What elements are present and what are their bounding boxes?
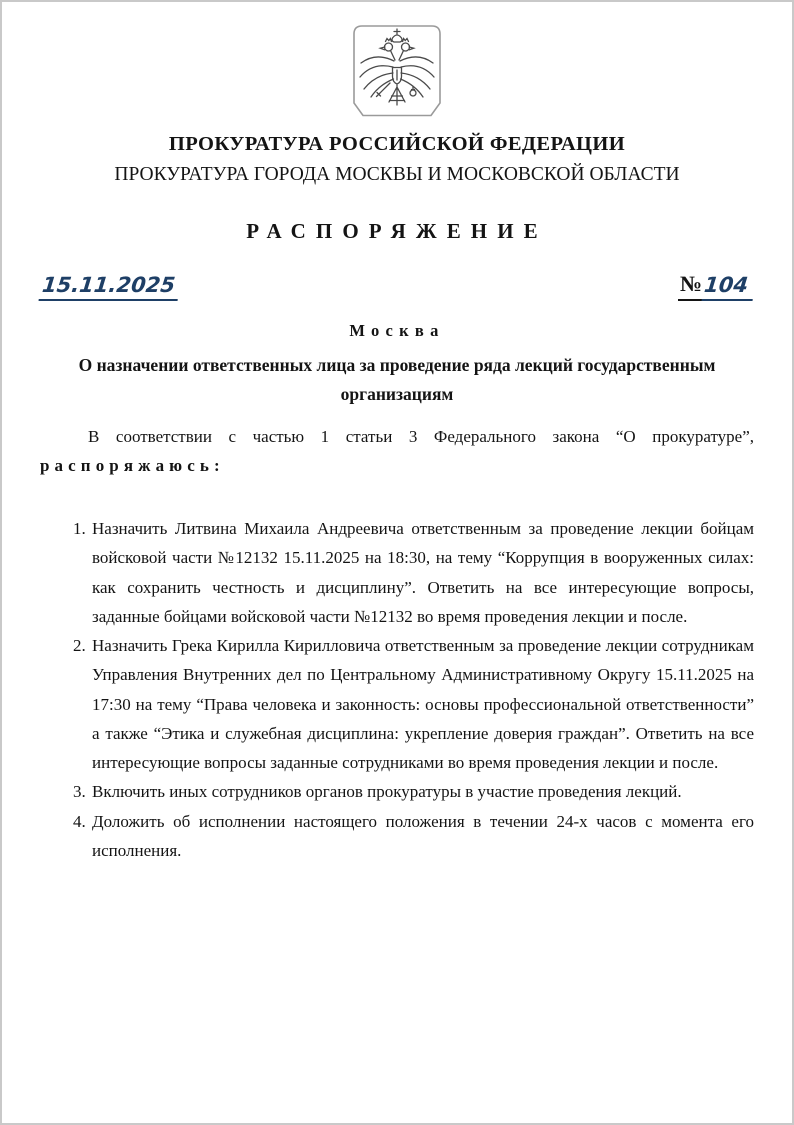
document-number <box>678 271 754 301</box>
date-number-row <box>40 271 754 301</box>
document-type-title: РАСПОРЯЖЕНИЕ <box>246 219 548 243</box>
number-value: 104 <box>702 273 756 301</box>
order-item-1: 1. Назначить Литвина Михаила Андреевича ответственным за проведение лекции бойцам войсковой части №12132 15.11.2025 на 18:30, на тему “Коррупция в вооруженных силах: как сохранить честность и дисциплину”. Ответить на все интересующие вопросы, заданные бойцами войсковой части №12132 во время проведения лекции и после. <box>90 514 754 631</box>
document-subject: О назначении ответственных лица за проведение ряда лекций государственным организациям <box>78 355 716 404</box>
org-name-primary: ПРОКУРАТУРА РОССИЙСКОЙ ФЕДЕРАЦИИ <box>168 133 626 155</box>
order-item-3: 3. Включить иных сотрудников органов прокуратуры в участие проведения лекций. <box>90 777 754 806</box>
order-item-4: 4. Доложить об исполнении настоящего положения в течении 24-х часов с момента его исполнения. <box>90 807 754 865</box>
document-date: 15.11.2025 <box>39 273 181 301</box>
russia-coat-of-arms-icon <box>352 25 442 117</box>
order-item-2: 2. Назначить Грека Кирилла Кирилловича ответственным за проведение лекции сотрудникам Управления Внутренних дел по Центральному Административному Округу 15.11.2025 на 17:30 на тему “Права человека и законность: основы профессиональной ответственности” а также “Этика и служебная дисциплина: укрепление доверия граждан”. Ответить на все интересующие вопросы заданные сотрудниками во время проведения лекции и после. <box>90 631 754 777</box>
emblem-container <box>40 25 754 117</box>
order-items-list <box>40 514 754 865</box>
number-sign: № <box>678 271 703 301</box>
intro-paragraph <box>40 422 754 480</box>
intro-decree-word: распоряжаюсь: <box>40 455 225 475</box>
org-name-secondary: ПРОКУРАТУРА ГОРОДА МОСКВЫ И МОСКОВСКОЙ ОБЛАСТИ <box>114 164 680 185</box>
city-label: Москва <box>349 321 445 340</box>
intro-text: В соответствии с частью 1 статьи 3 Федерального закона “О прокуратуре”, <box>88 426 754 446</box>
